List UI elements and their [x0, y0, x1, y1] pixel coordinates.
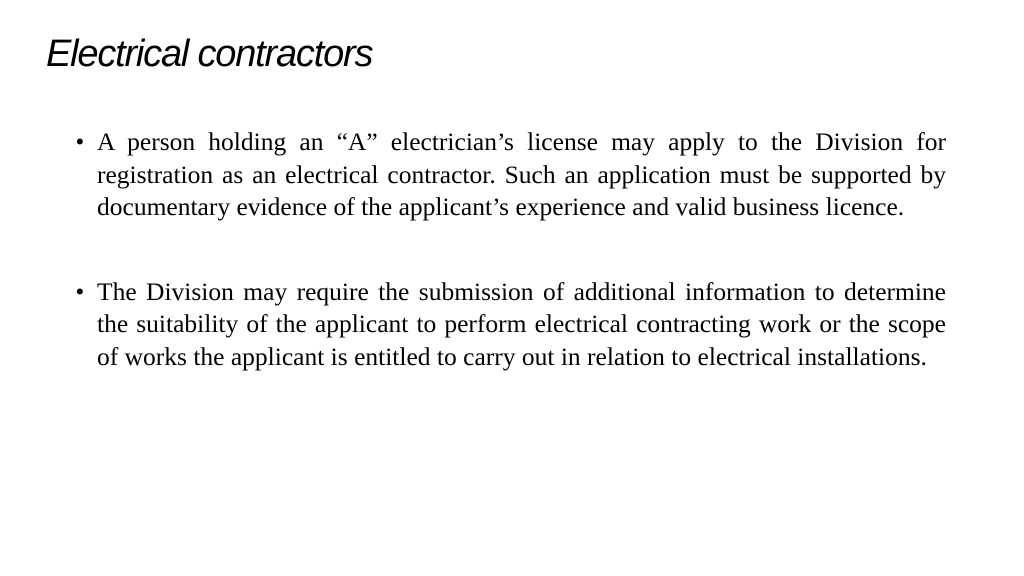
bullet-item [76, 126, 946, 224]
bullet-point-icon: • [76, 278, 84, 304]
bullet-text: A person holding an “A” electrician’s license may apply to the Division for registration as an electrical contractor. Such an application must be supported by documentary evidence of the applicant’s experience and valid business licence. [97, 127, 946, 221]
bullet-list [76, 126, 946, 373]
bullet-text: The Division may require the submission of additional information to determine the suitability of the applicant to perform electrical contracting work or the scope of works the applicant is entitled to carry out in relation to electrical installations. [97, 276, 946, 371]
slide-title: Electrical contractors [46, 33, 373, 75]
bullet-item [76, 276, 946, 374]
bullet-point-icon: • [76, 129, 84, 154]
